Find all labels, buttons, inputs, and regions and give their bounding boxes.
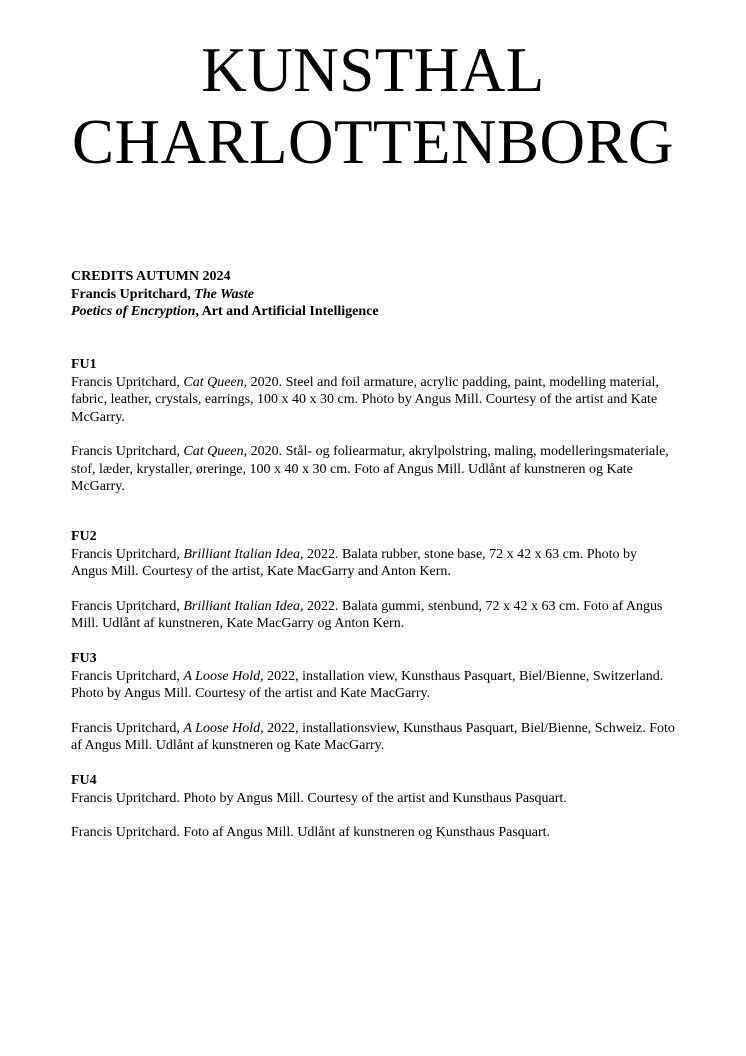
credit-work-title: A Loose Hold xyxy=(183,668,261,684)
header-exhibition-title: Poetics of Encryption xyxy=(71,304,196,319)
header-artist: Francis Upritchard, xyxy=(71,286,195,302)
credit-artist: Francis Upritchard, xyxy=(71,668,184,684)
credit-details: , 2020. Steel and foil armature, acrylic padding, paint, modelling material, fabric, leather, crystals, earrings, 100 x 40 x 30 cm. Photo by Angus Mill. Courtesy of the artist and Kate McGarry. xyxy=(71,374,659,425)
credit-danish xyxy=(71,443,675,496)
section-code: FU4 xyxy=(71,773,97,788)
credit-artist: Francis Upritchard, xyxy=(71,374,184,390)
credits-title: CREDITS AUTUMN 2024 xyxy=(71,269,231,284)
credit-danish: Francis Upritchard. Foto af Angus Mill. Udlånt af kunstneren og Kunsthaus Pasquart. xyxy=(71,825,551,840)
masthead-line-1: KUNSTHAL xyxy=(201,35,545,105)
credit-work-title: Brilliant Italian Idea xyxy=(183,546,301,562)
credit-section-fu1 xyxy=(71,356,675,496)
credit-danish xyxy=(71,598,675,633)
header-exhibition-rest: , Art and Artificial Intelligence xyxy=(195,304,379,319)
credit-details: , 2022, installationsview, Kunsthaus Pasquart, Biel/Bienne, Schweiz. Foto af Angus Mill. Udlånt af kunstneren og Kate MacGarry. xyxy=(71,720,675,753)
credit-details: , 2020. Stål- og foliearmatur, akrylpolstring, maling, modelleringsmateriale, stof, læder, krystaller, øreringe, 100 x 40 x 30 cm. Foto af Angus Mill. Udlånt af kunstneren og Kate McGarry. xyxy=(71,444,669,494)
credit-details: , 2022. Balata rubber, stone base, 72 x 42 x 63 cm. Photo by Angus Mill. Courtesy of the artist, Kate MacGarry and Anton Kern. xyxy=(71,546,637,579)
credit-english xyxy=(71,374,675,427)
credit-artist: Francis Upritchard, xyxy=(71,598,184,614)
credit-details: , 2022, installation view, Kunsthaus Pasquart, Biel/Bienne, Switzerland. Photo by Angus Mill. Courtesy of the artist and Kate MacGarry. xyxy=(71,668,664,701)
credit-details: , 2022. Balata gummi, stenbund, 72 x 42 x 63 cm. Foto af Angus Mill. Udlånt af kunstneren, Kate MacGarry og Anton Kern. xyxy=(71,598,663,631)
credit-section-fu3 xyxy=(71,650,675,755)
credit-english xyxy=(71,668,675,703)
credit-english: Francis Upritchard. Photo by Angus Mill. Courtesy of the artist and Kunsthaus Pasquart. xyxy=(71,790,567,806)
section-code: FU2 xyxy=(71,529,97,544)
credit-work-title: A Loose Hold xyxy=(183,720,261,736)
credit-work-title: Cat Queen xyxy=(183,444,244,459)
masthead-line-2: CHARLOTTENBORG xyxy=(72,107,674,177)
credit-section-fu4 xyxy=(71,772,675,842)
section-code: FU1 xyxy=(71,357,97,372)
credits-header xyxy=(71,268,671,321)
credit-artist: Francis Upritchard, xyxy=(71,720,184,736)
masthead xyxy=(0,34,746,178)
exhibition-line-2 xyxy=(71,303,671,321)
credit-english xyxy=(71,546,675,581)
credit-artist: Francis Upritchard, xyxy=(71,546,184,562)
exhibition-line-1 xyxy=(71,286,671,304)
section-code: FU3 xyxy=(71,651,97,666)
credit-work-title: Brilliant Italian Idea xyxy=(183,598,301,614)
credit-work-title: Cat Queen xyxy=(183,374,244,390)
credit-artist: Francis Upritchard, xyxy=(71,444,184,459)
header-work: The Waste xyxy=(194,286,255,302)
credit-danish xyxy=(71,720,675,755)
credit-section-fu2 xyxy=(71,528,675,633)
